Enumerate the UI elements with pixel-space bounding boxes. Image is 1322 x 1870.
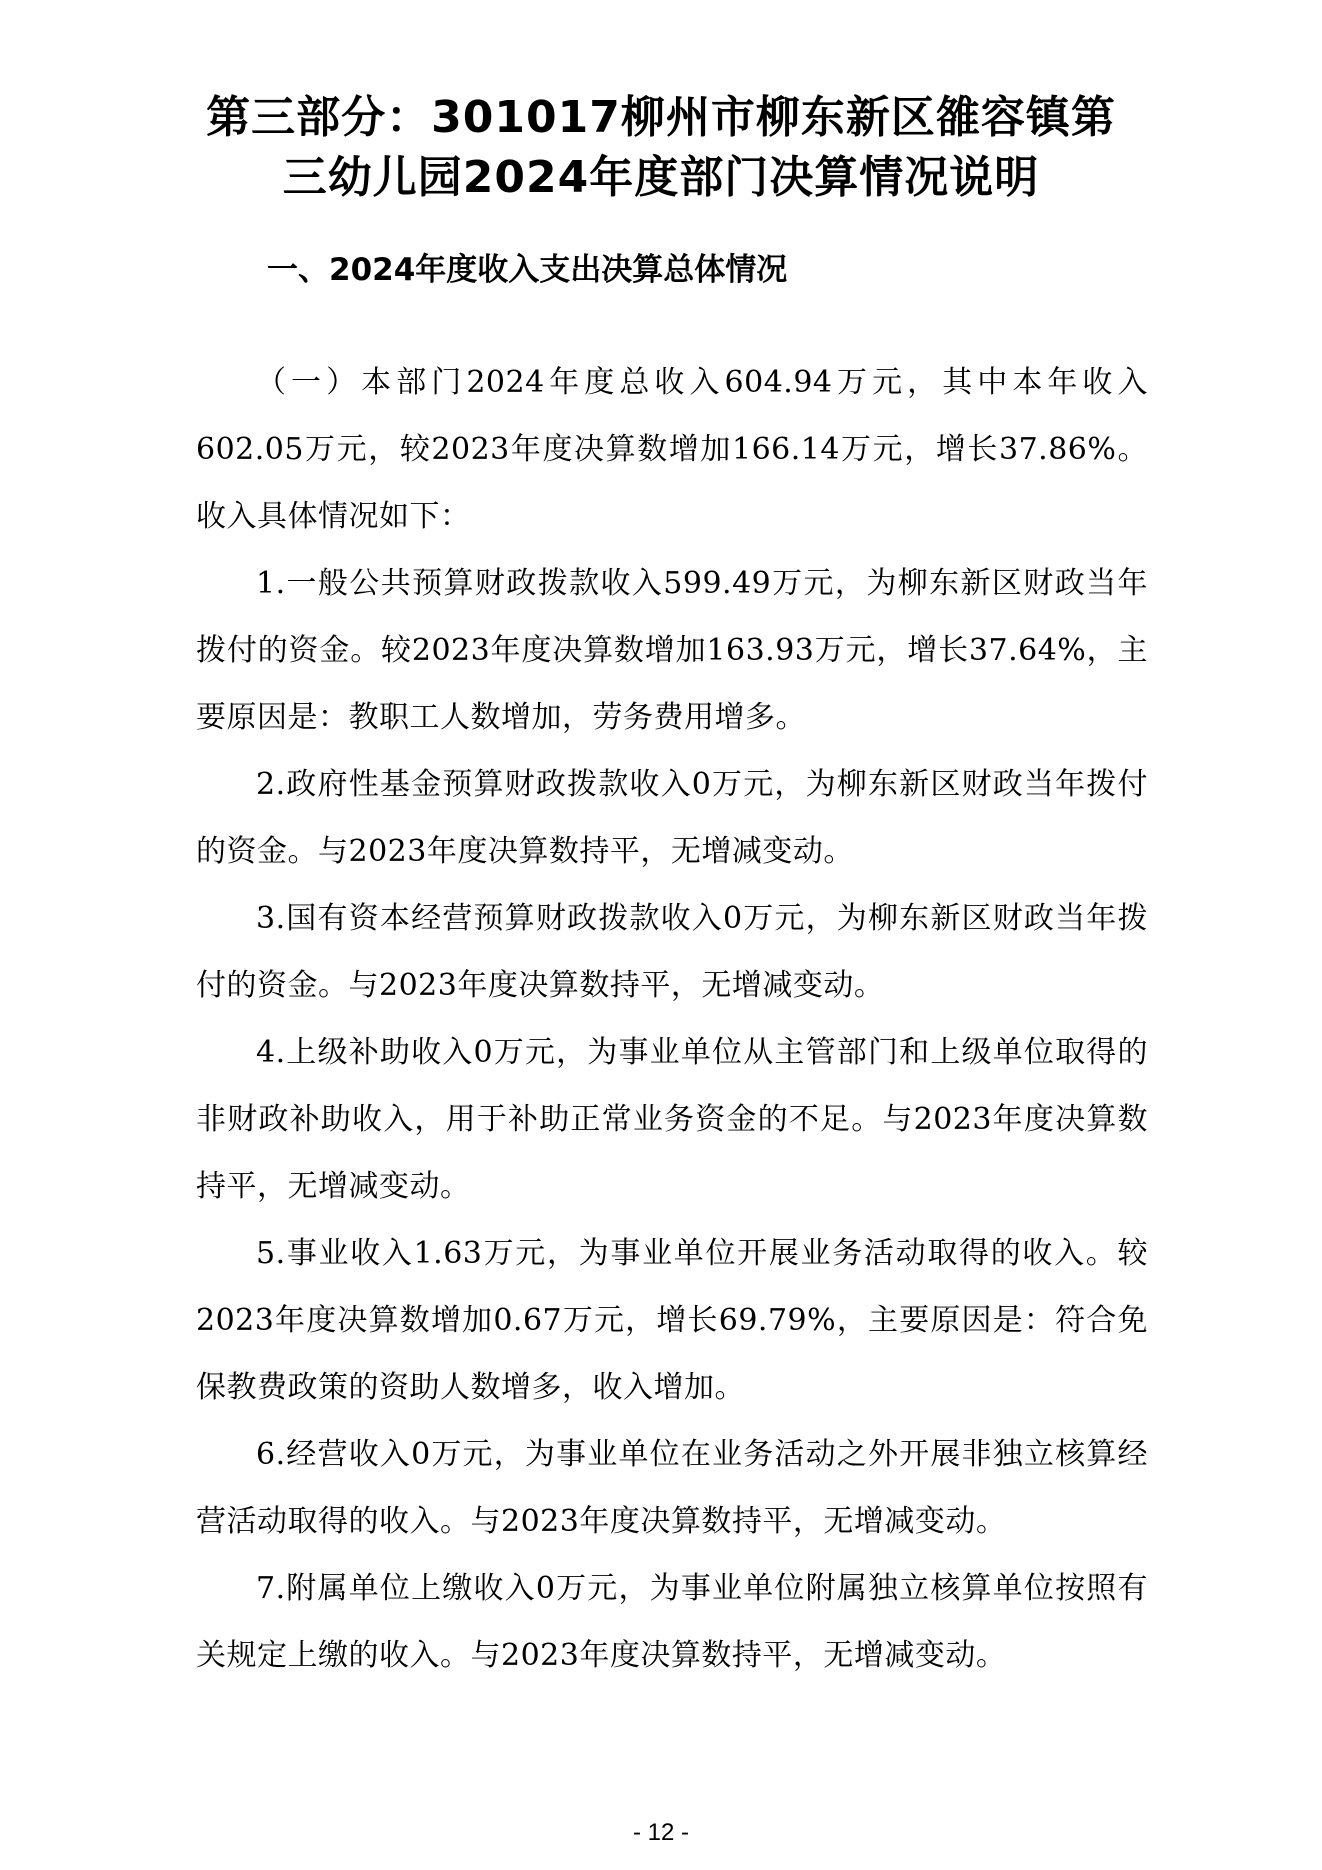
paragraph-item-4: 4.上级补助收入0万元，为事业单位从主管部门和上级单位取得的非财政补助收入，用于补助正常业务资金的不足。与2023年度决算数持平，无增减变动。 [196,1035,1148,1204]
paragraph-item-5: 5.事业收入1.63万元，为事业单位开展业务活动取得的收入。较2023年度决算数增加0.67万元，增长69.79%，主要原因是：符合免保教费政策的资助人数增多，收入增加。 [196,1236,1148,1405]
paragraph-summary: （一）本部门2024年度总收入604.94万元，其中本年收入602.05万元，较2023年度决算数增加166.14万元，增长37.86%。收入具体情况如下： [196,365,1148,534]
paragraph-item-6: 6.经营收入0万元，为事业单位在业务活动之外开展非独立核算经营活动取得的收入。与2023年度决算数持平，无增减变动。 [196,1437,1148,1539]
title-line-1: 第三部分：301017柳州市柳东新区雒容镇第 [206,92,1116,143]
paragraph-item-7: 7.附属单位上缴收入0万元，为事业单位附属独立核算单位按照有关规定上缴的收入。与2023年度决算数持平，无增减变动。 [196,1571,1148,1673]
section-heading: 一、2024年度收入支出决算总体情况 [267,252,788,288]
title-line-2: 三幼儿园2024年度部门决算情况说明 [282,152,1040,203]
paragraph-item-1: 1.一般公共预算财政拨款收入599.49万元，为柳东新区财政当年拨付的资金。较2023年度决算数增加163.93万元，增长37.64%，主要原因是：教职工人数增加，劳务费用增多。 [196,566,1148,735]
page-number: - 12 - [632,1819,689,1846]
document-title [150,88,1172,208]
paragraph-item-3: 3.国有资本经营预算财政拨款收入0万元，为柳东新区财政当年拨付的资金。与2023年度决算数持平，无增减变动。 [196,901,1148,1003]
paragraph-item-2: 2.政府性基金预算财政拨款收入0万元，为柳东新区财政当年拨付的资金。与2023年度决算数持平，无增减变动。 [196,767,1148,869]
body-text [196,349,1148,1689]
